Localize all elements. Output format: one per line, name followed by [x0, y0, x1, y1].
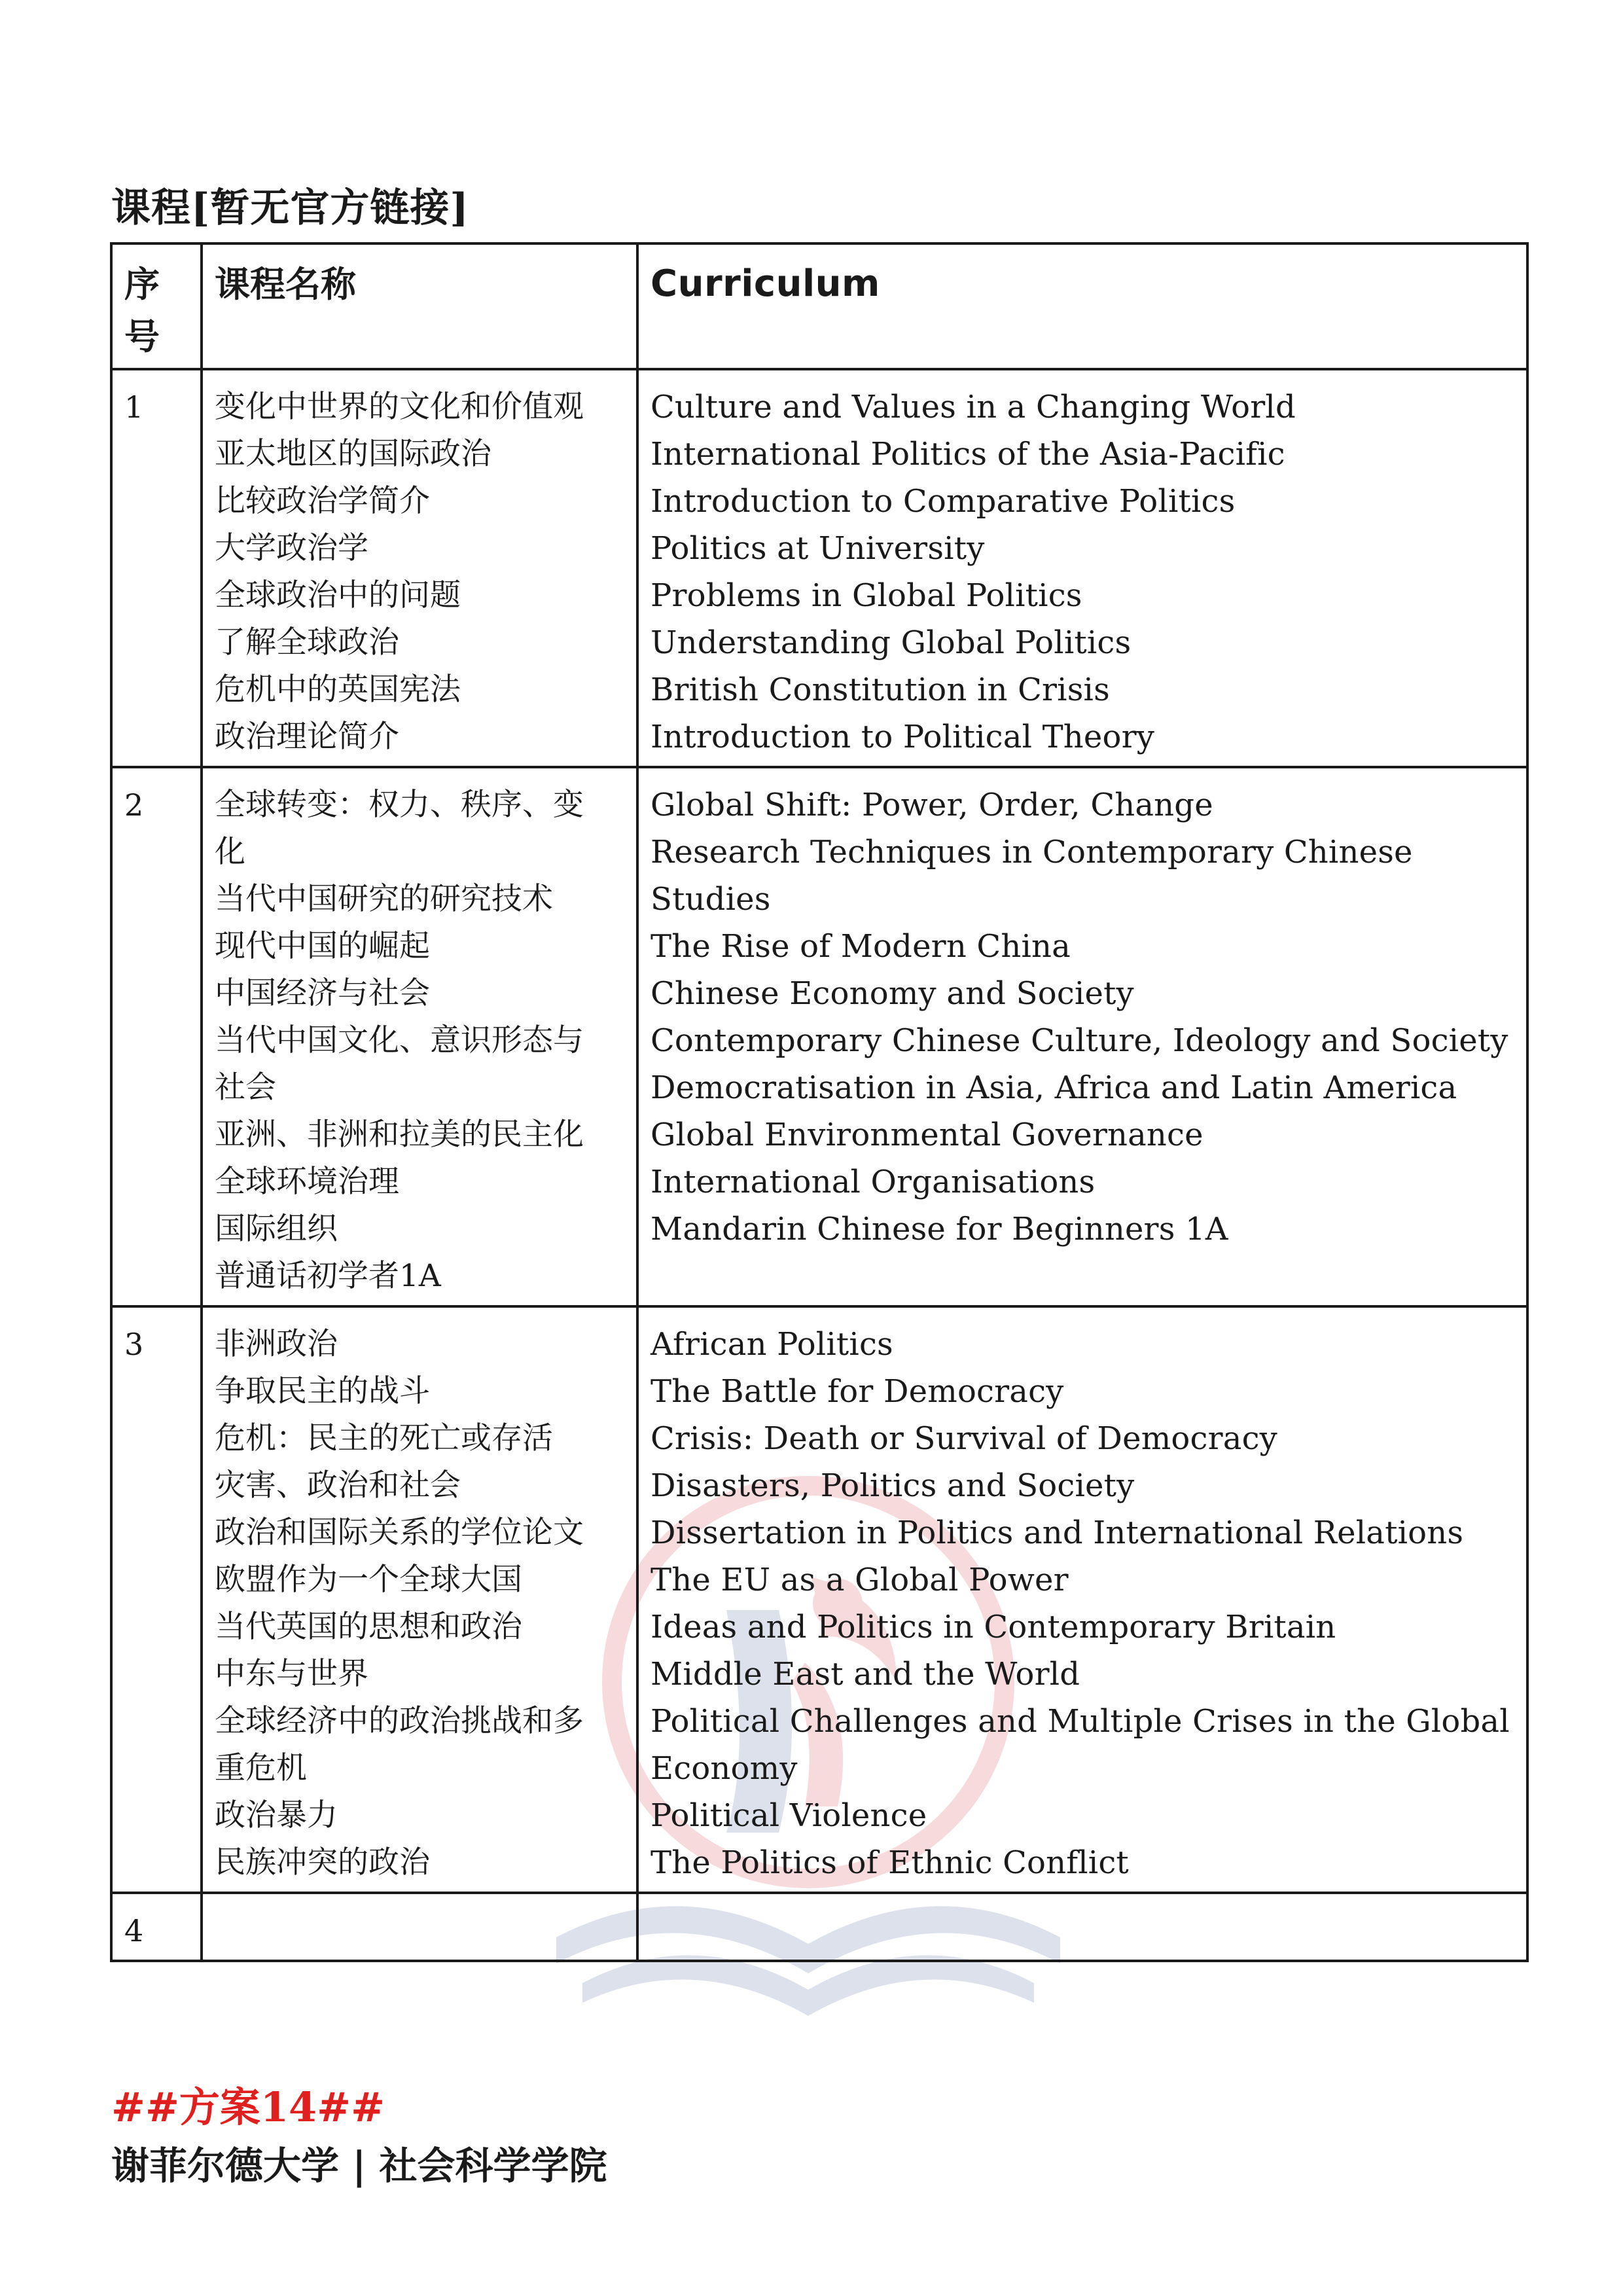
curriculum-en-line: Ideas and Politics in Contemporary Britain: [651, 1609, 1336, 1645]
course-name-zh-line: 重危机: [215, 1750, 307, 1786]
curriculum-en-line: Economy: [651, 1750, 798, 1787]
course-name-zh-line: 欧盟作为一个全球大国: [215, 1562, 522, 1598]
course-name-zh-line: 亚太地区的国际政治: [215, 436, 491, 472]
curriculum-en-line: Research Techniques in Contemporary Chinese: [651, 834, 1413, 870]
course-name-zh-line: 化: [215, 834, 245, 870]
curriculum-en-line: Culture and Values in a Changing World: [651, 389, 1296, 425]
curriculum-en-line: Political Challenges and Multiple Crises in the Global: [651, 1703, 1510, 1740]
table-body: [111, 369, 1527, 1961]
table-row: [111, 369, 1527, 767]
table-row: [111, 1893, 1527, 1961]
course-name-zh-line: 危机：民主的死亡或存活: [215, 1420, 553, 1456]
course-name-zh-line: 当代中国研究的研究技术: [215, 881, 553, 917]
curriculum-en-line: Mandarin Chinese for Beginners 1A: [651, 1211, 1228, 1247]
course-name-zh-line: 普通话初学者1A: [215, 1258, 441, 1294]
table-row: [111, 1306, 1527, 1893]
curriculum-en-line: Contemporary Chinese Culture, Ideology and Society: [651, 1022, 1508, 1059]
curriculum-en-line: Democratisation in Asia, Africa and Latin America: [651, 1069, 1457, 1106]
curriculum-en-cell: [637, 369, 1527, 767]
row-number: 2: [124, 787, 144, 823]
curriculum-en-line: Problems in Global Politics: [651, 577, 1082, 614]
row-number: 4: [124, 1913, 144, 1948]
table-row: [111, 767, 1527, 1306]
curriculum-en-line: Chinese Economy and Society: [651, 975, 1134, 1012]
curriculum-en-line: International Organisations: [651, 1164, 1096, 1200]
course-name-zh-line: 现代中国的崛起: [215, 928, 430, 964]
curriculum-en-line: Political Violence: [651, 1797, 927, 1834]
course-name-zh-line: 全球环境治理: [215, 1164, 399, 1200]
course-name-zh-line: 国际组织: [215, 1211, 338, 1247]
curriculum-en-line: International Politics of the Asia-Pacific: [651, 436, 1285, 473]
table-header-row: [111, 243, 1527, 369]
curriculum-en-line: Disasters, Politics and Society: [651, 1467, 1135, 1504]
header-curriculum-label: Curriculum: [651, 262, 880, 305]
header-number: [111, 243, 202, 369]
course-name-zh-line: 民族冲突的政治: [215, 1844, 430, 1880]
header-course-name-label: 课程名称: [215, 263, 356, 305]
course-name-zh-cell: [202, 1306, 637, 1893]
course-name-zh-line: 政治暴力: [215, 1797, 338, 1833]
curriculum-en-cell: [637, 1306, 1527, 1893]
curriculum-en-line: Introduction to Political Theory: [651, 719, 1155, 755]
course-name-zh-line: 变化中世界的文化和价值观: [215, 389, 584, 425]
plan-label: ##方案14##: [111, 2083, 385, 2131]
curriculum-en-line: Dissertation in Politics and International Relations: [651, 1515, 1464, 1551]
row-number-cell: [111, 369, 202, 767]
curriculum-en-line: Global Shift: Power, Order, Change: [651, 787, 1213, 823]
row-number: 1: [124, 389, 144, 425]
header-curriculum: [637, 243, 1527, 369]
curriculum-en-line: Crisis: Death or Survival of Democracy: [651, 1420, 1277, 1457]
course-name-zh-line: 全球政治中的问题: [215, 577, 461, 613]
header-course-name: [202, 243, 637, 369]
course-name-zh-line: 政治和国际关系的学位论文: [215, 1515, 584, 1551]
course-name-zh-line: 当代中国文化、意识形态与: [215, 1022, 584, 1058]
course-name-zh-line: 危机中的英国宪法: [215, 672, 461, 708]
course-name-zh-line: 当代英国的思想和政治: [215, 1609, 522, 1645]
curriculum-en-line: The Rise of Modern China: [651, 928, 1071, 965]
course-name-zh-line: 非洲政治: [215, 1326, 338, 1362]
row-number: 3: [124, 1327, 144, 1362]
course-name-zh-line: 比较政治学简介: [215, 483, 430, 519]
course-name-zh-line: 大学政治学: [215, 530, 368, 566]
course-name-zh-line: 中东与世界: [215, 1656, 368, 1692]
curriculum-en-line: The Politics of Ethnic Conflict: [651, 1844, 1129, 1881]
curriculum-en-cell: [637, 767, 1527, 1306]
curriculum-table: [110, 242, 1529, 1962]
course-name-zh-line: 政治理论简介: [215, 719, 399, 755]
row-number-cell: [111, 767, 202, 1306]
course-name-zh-cell: [202, 369, 637, 767]
curriculum-en-line: The EU as a Global Power: [651, 1562, 1069, 1598]
curriculum-en-line: British Constitution in Crisis: [651, 672, 1110, 708]
curriculum-en-line: The Battle for Democracy: [651, 1373, 1064, 1410]
course-name-zh-line: 灾害、政治和社会: [215, 1467, 461, 1503]
course-name-zh-line: 亚洲、非洲和拉美的民主化: [215, 1117, 584, 1153]
course-name-zh-line: 社会: [215, 1069, 276, 1105]
course-name-zh-cell: [202, 1893, 637, 1961]
curriculum-en-line: Studies: [651, 881, 771, 918]
row-number-cell: [111, 1306, 202, 1893]
curriculum-en-line: Middle East and the World: [651, 1656, 1080, 1693]
curriculum-en-line: Global Environmental Governance: [651, 1117, 1204, 1153]
curriculum-en-line: Understanding Global Politics: [651, 624, 1132, 661]
course-name-zh-line: 了解全球政治: [215, 624, 399, 660]
course-name-zh-cell: [202, 767, 637, 1306]
section-title: 课程[暂无官方链接]: [111, 185, 469, 231]
course-name-zh-line: 争取民主的战斗: [215, 1373, 430, 1409]
course-name-zh-line: 全球转变：权力、秩序、变: [215, 787, 584, 823]
course-name-zh-line: 中国经济与社会: [215, 975, 430, 1011]
header-number-label: 序号: [124, 263, 160, 357]
curriculum-en-line: Introduction to Comparative Politics: [651, 483, 1236, 520]
course-name-zh-line: 全球经济中的政治挑战和多: [215, 1703, 584, 1739]
footer-university-faculty: 谢菲尔德大学 | 社会科学学院: [111, 2144, 607, 2188]
curriculum-en-cell: [637, 1893, 1527, 1961]
curriculum-en-line: Politics at University: [651, 530, 985, 567]
row-number-cell: [111, 1893, 202, 1961]
curriculum-en-line: African Politics: [651, 1326, 893, 1363]
